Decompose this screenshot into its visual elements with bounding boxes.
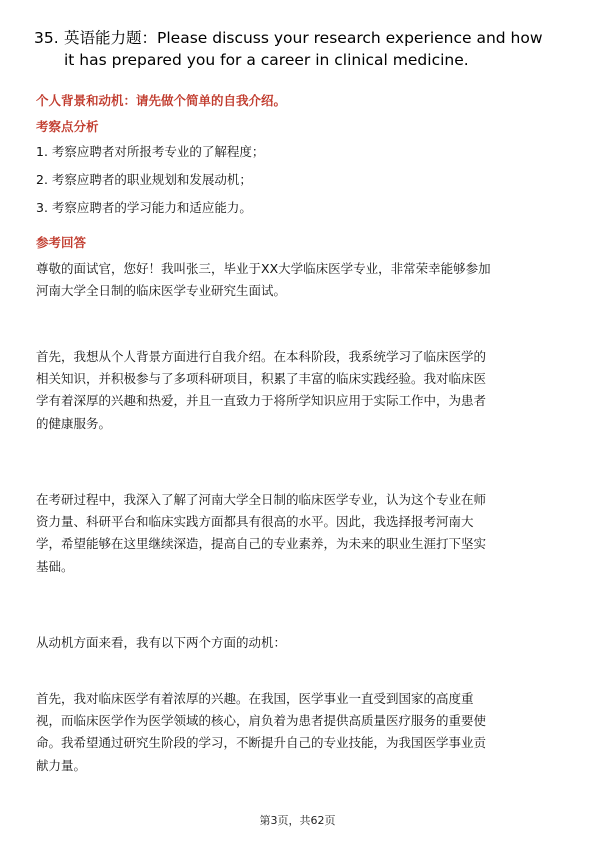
- answer-heading: 参考回答: [36, 235, 87, 250]
- paragraph-line: 的健康服务。: [36, 415, 112, 431]
- analysis-heading: 考察点分析: [36, 119, 99, 134]
- paragraph-line: 从动机方面来看，我有以下两个方面的动机：: [36, 635, 287, 650]
- analysis-point: 2. 考察应聘者的职业规划和发展动机；: [36, 172, 252, 187]
- paragraph-line: 尊敬的面试官，您好！我叫张三，毕业于XX大学临床医学专业，非常荣幸能够参加: [36, 261, 491, 276]
- question-line-2: it has prepared you for a career in clinical medicine.: [64, 51, 469, 69]
- answer-paragraph-1: [36, 258, 561, 302]
- paragraph-line: 命。我希望通过研究生阶段的学习，不断提升自己的专业技能，为我国医学事业贡: [36, 735, 487, 751]
- intro-heading: 个人背景和动机：请先做个简单的自我介绍。: [36, 93, 287, 108]
- paragraph-line: 河南大学全日制的临床医学专业研究生面试。: [36, 283, 287, 299]
- question-number: 35.: [34, 29, 59, 47]
- answer-paragraph-3: [36, 489, 561, 578]
- analysis-point: 3. 考察应聘者的学习能力和适应能力。: [36, 200, 252, 215]
- analysis-point: 1. 考察应聘者对所报考专业的了解程度；: [36, 144, 265, 159]
- paragraph-line: 基础。: [36, 558, 74, 574]
- page-footer: 第3页，共62页: [259, 814, 336, 827]
- paragraph-line: 献力量。: [36, 757, 87, 773]
- paragraph-line: 首先，我想从个人背景方面进行自我介绍。在本科阶段，我系统学习了临床医学的: [36, 349, 487, 364]
- question-line-1: 英语能力题：Please discuss your research experience and how: [64, 29, 543, 47]
- answer-paragraph-2: [36, 346, 561, 435]
- paragraph-line: 学，希望能够在这里继续深造，提高自己的专业素养，为未来的职业生涯打下坚实: [36, 536, 487, 552]
- answer-paragraph-4: [36, 632, 561, 654]
- answer-paragraph-5: [36, 688, 561, 777]
- question-title: [34, 27, 564, 71]
- paragraph-line: 在考研过程中，我深入了解了河南大学全日制的临床医学专业，认为这个专业在师: [36, 492, 487, 507]
- paragraph-line: 视，而临床医学作为医学领域的核心，肩负着为患者提供高质量医疗服务的重要使: [36, 713, 487, 729]
- paragraph-line: 相关知识，并积极参与了多项科研项目，积累了丰富的临床实践经验。我对临床医: [36, 371, 487, 387]
- paragraph-line: 首先，我对临床医学有着浓厚的兴趣。在我国，医学事业一直受到国家的高度重: [36, 691, 474, 706]
- paragraph-line: 资力量、科研平台和临床实践方面都具有很高的水平。因此，我选择报考河南大: [36, 514, 474, 530]
- paragraph-line: 学有着深厚的兴趣和热爱，并且一直致力于将所学知识应用于实际工作中，为患者: [36, 393, 487, 409]
